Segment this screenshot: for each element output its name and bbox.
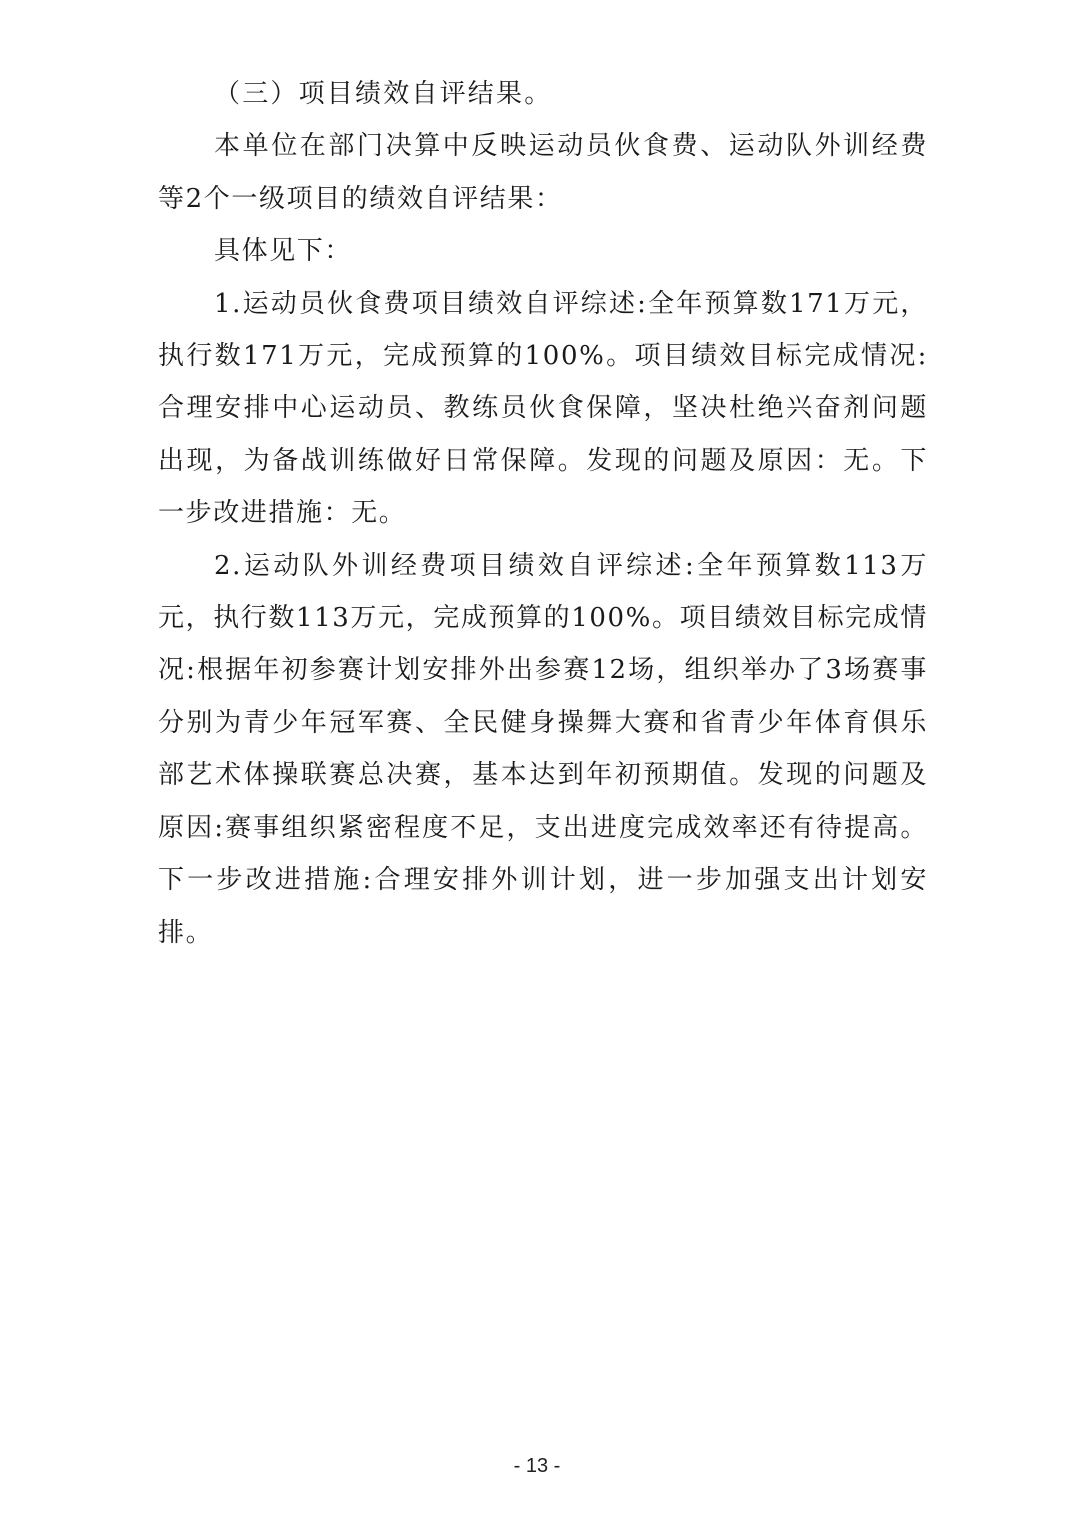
page-number: - 13 - <box>513 1455 561 1477</box>
item-2-paragraph: 2.运动队外训经费项目绩效自评综述:全年预算数113万元，执行数113万元，完成预算的100%。项目绩效目标完成情况:根据年初参赛计划安排外出参赛12场，组织举办了3场赛事分别为青少年冠军赛、全民健身操舞大赛和省青少年体育俱乐部艺术体操联赛总决赛，基本达到年初预期值。发现的问题及原因:赛事组织紧密程度不足，支出进度完成效率还有待提高。下一步改进措施:合理安排外训计划，进一步加强支出计划安排。 <box>158 550 928 948</box>
details-lead-paragraph: 具体见下： <box>214 236 353 267</box>
document-body <box>158 68 928 959</box>
section-heading: （三）项目绩效自评结果。 <box>214 79 553 109</box>
intro-paragraph: 本单位在部门决算中反映运动员伙食费、运动队外训经费等2个一级项目的绩效自评结果： <box>158 131 928 214</box>
item-1-paragraph: 1.运动员伙食费项目绩效自评综述:全年预算数171万元，执行数171万元，完成预算的100%。项目绩效目标完成情况:合理安排中心运动员、教练员伙食保障，坚决杜绝兴奋剂问题出现，为备战训练做好日常保障。发现的问题及原因：无。下一步改进措施：无。 <box>158 288 928 529</box>
